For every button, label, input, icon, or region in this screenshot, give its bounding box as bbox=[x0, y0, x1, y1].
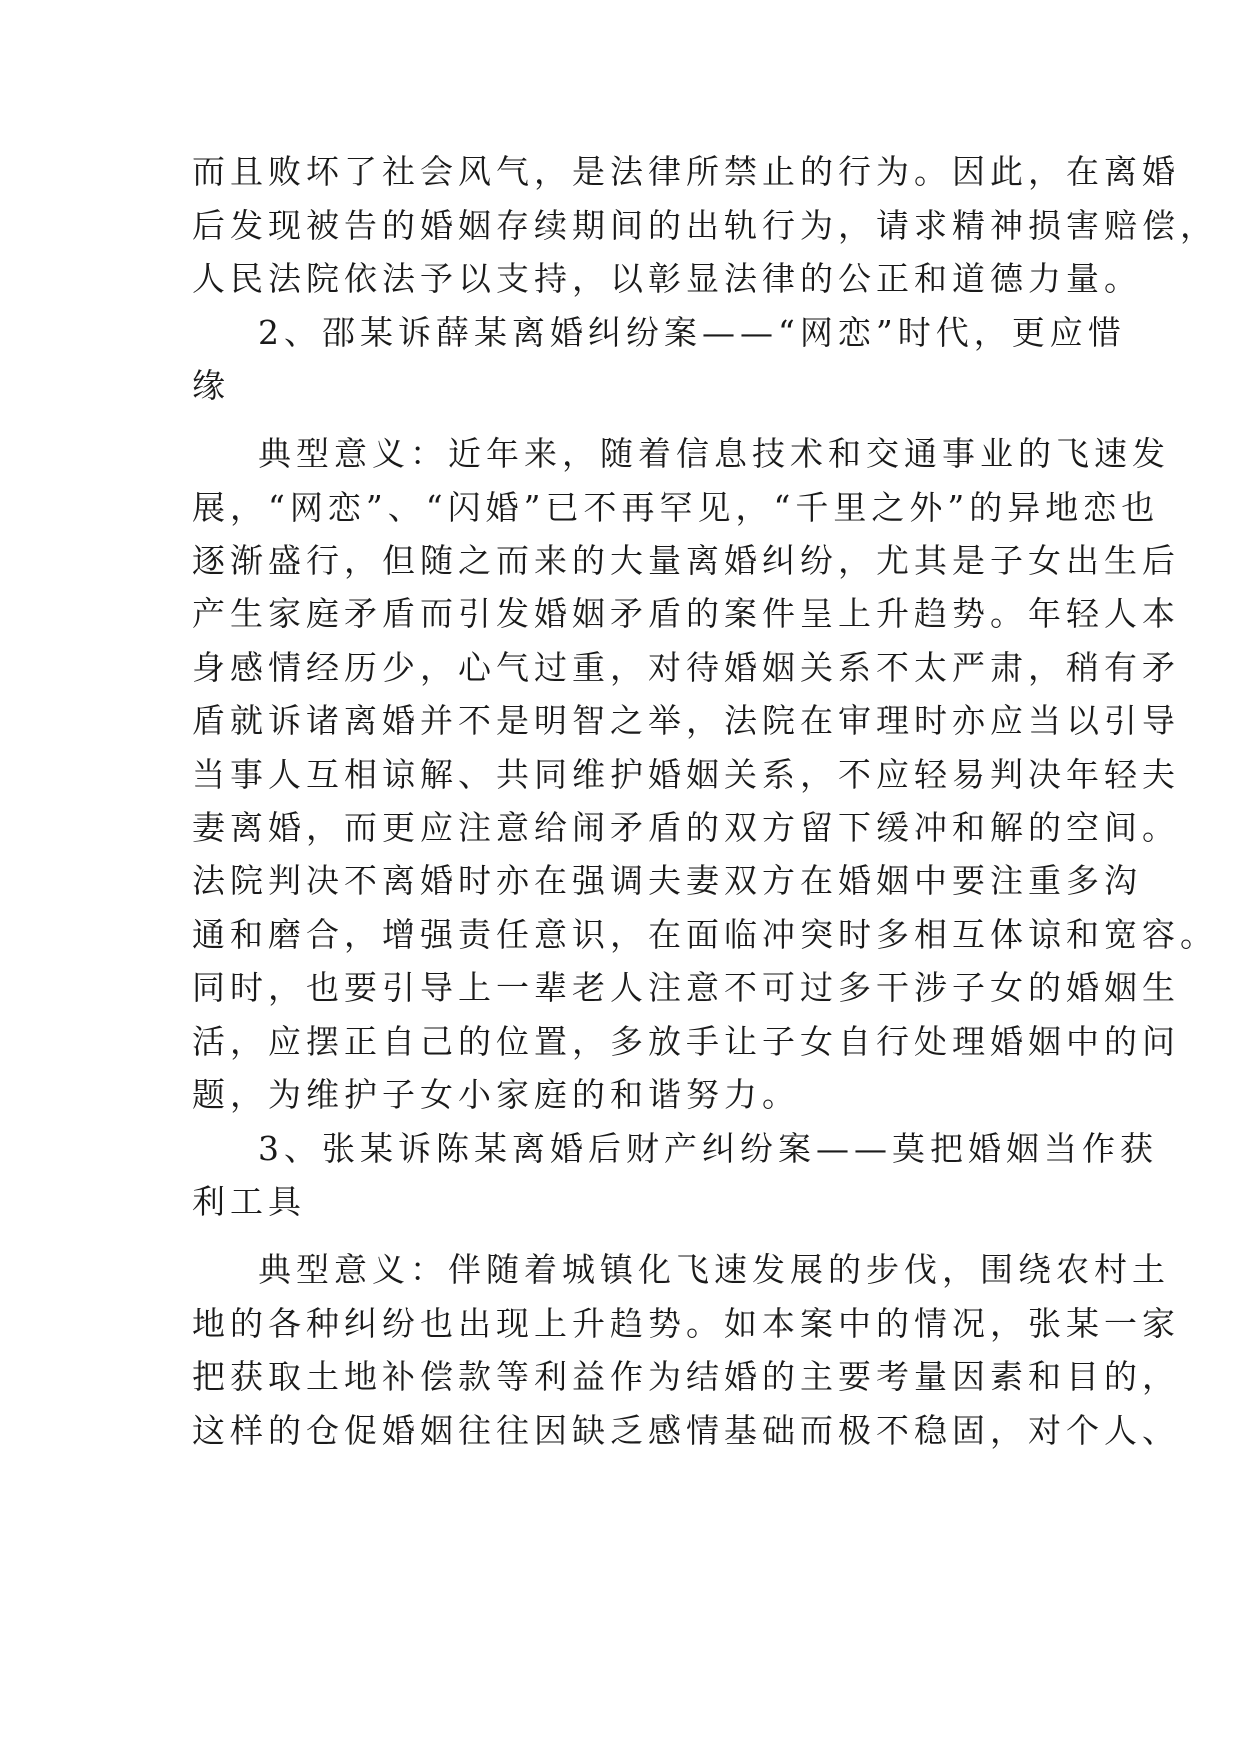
text-line: 后发现被告的婚姻存续期间的出轨行为，请求精神损害赔偿， bbox=[192, 206, 1218, 245]
text-line: 地的各种纠纷也出现上升趋势。如本案中的情况，张某一家 bbox=[192, 1304, 1180, 1343]
text-line: 这样的仓促婚姻往往因缺乏感情基础而极不稳固，对个人、 bbox=[192, 1411, 1180, 1450]
text-line: 题，为维护子女小家庭的和谐努力。 bbox=[192, 1075, 800, 1114]
text-line: 活，应摆正自己的位置，多放手让子女自行处理婚姻中的问 bbox=[192, 1022, 1180, 1061]
text-line: 展，“网恋”、“闪婚”已不再罕见，“千里之外”的异地恋也 bbox=[192, 488, 1160, 527]
text-line: 产生家庭矛盾而引发婚姻矛盾的案件呈上升趋势。年轻人本 bbox=[192, 594, 1180, 633]
case-heading-continued: 缘 bbox=[192, 366, 230, 405]
text-line: 妻离婚，而更应注意给闹矛盾的双方留下缓冲和解的空间。 bbox=[192, 808, 1180, 847]
text-line: 盾就诉诸离婚并不是明智之举，法院在审理时亦应当以引导 bbox=[192, 701, 1180, 740]
text-line: 同时，也要引导上一辈老人注意不可过多干涉子女的婚姻生 bbox=[192, 968, 1180, 1007]
text-line: 身感情经历少，心气过重，对待婚姻关系不太严肃，稍有矛 bbox=[192, 648, 1180, 687]
text-line: 逐渐盛行，但随之而来的大量离婚纠纷，尤其是子女出生后 bbox=[192, 541, 1180, 580]
text-line: 通和磨合，增强责任意识，在面临冲突时多相互体谅和宽容。 bbox=[192, 915, 1218, 954]
text-line: 人民法院依法予以支持，以彰显法律的公正和道德力量。 bbox=[192, 259, 1142, 298]
text-line: 把获取土地补偿款等利益作为结婚的主要考量因素和目的， bbox=[192, 1357, 1180, 1396]
text-line: 法院判决不离婚时亦在强调夫妻双方在婚姻中要注重多沟 bbox=[192, 861, 1142, 900]
case-heading: 2、邵某诉薛某离婚纠纷案——“网恋”时代，更应惜 bbox=[258, 313, 1126, 352]
text-line: 典型意义：近年来，随着信息技术和交通事业的飞速发 bbox=[258, 434, 1170, 473]
case-heading-continued: 利工具 bbox=[192, 1182, 306, 1221]
text-line: 而且败坏了社会风气，是法律所禁止的行为。因此，在离婚 bbox=[192, 152, 1180, 191]
case-heading: 3、张某诉陈某离婚后财产纠纷案——莫把婚姻当作获 bbox=[258, 1129, 1158, 1168]
text-line: 典型意义：伴随着城镇化飞速发展的步伐，围绕农村土 bbox=[258, 1250, 1170, 1289]
text-line: 当事人互相谅解、共同维护婚姻关系，不应轻易判决年轻夫 bbox=[192, 755, 1180, 794]
